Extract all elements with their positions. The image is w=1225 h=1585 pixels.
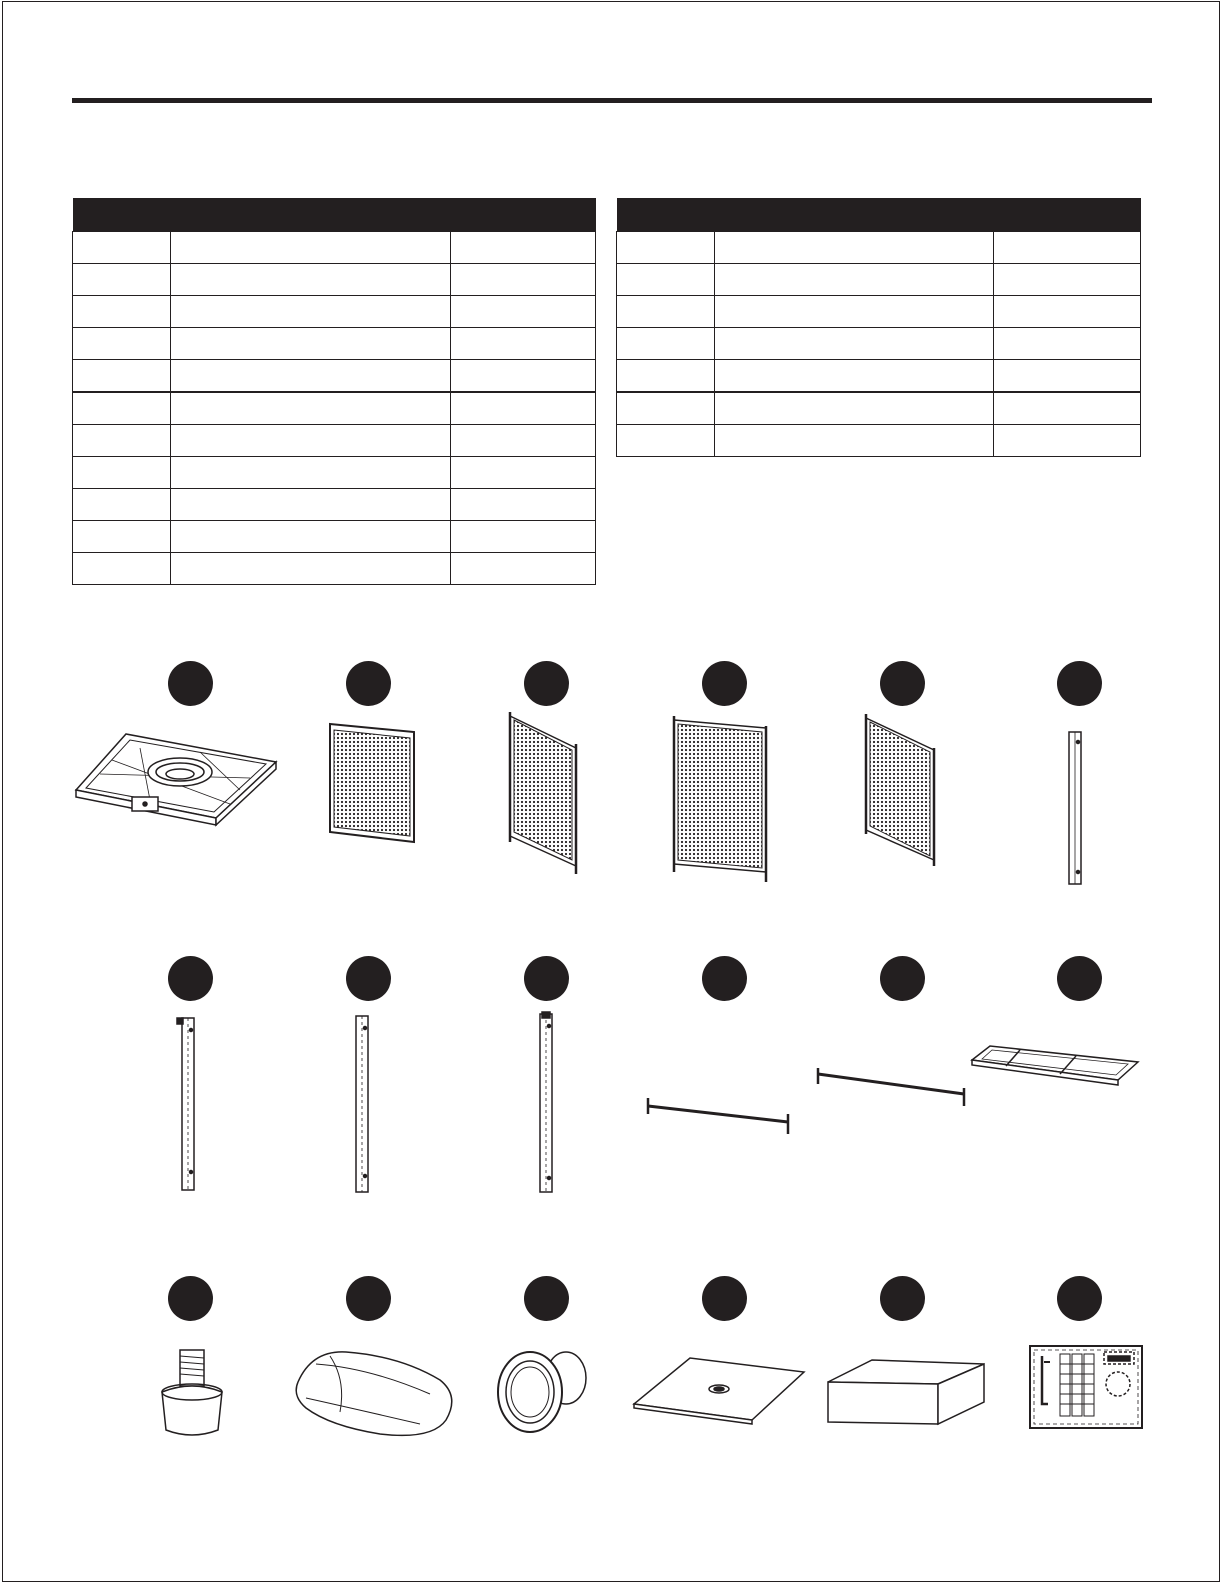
knob-icon — [498, 1352, 586, 1432]
table-top-with-fire-bowl-icon — [76, 734, 276, 825]
cover-bag-icon — [296, 1352, 452, 1436]
crossbar-b-icon — [818, 1068, 964, 1106]
crossbar-a-icon — [648, 1098, 788, 1134]
leg-post-c-icon — [540, 1012, 552, 1192]
box-icon — [828, 1360, 984, 1424]
hardware-pack-icon — [1030, 1346, 1142, 1428]
burner-plate-icon — [634, 1358, 804, 1424]
mesh-panel-icon — [330, 724, 414, 842]
leg-post-a-icon — [177, 1018, 194, 1190]
mesh-door-panel-right-icon — [866, 714, 934, 866]
mesh-panel-large-icon — [674, 716, 766, 882]
base-frame-icon — [972, 1046, 1138, 1085]
leveling-foot-icon — [162, 1350, 222, 1435]
mesh-door-panel-left-icon — [510, 712, 576, 874]
short-post-icon — [1069, 732, 1081, 884]
leg-post-b-icon — [356, 1016, 368, 1192]
